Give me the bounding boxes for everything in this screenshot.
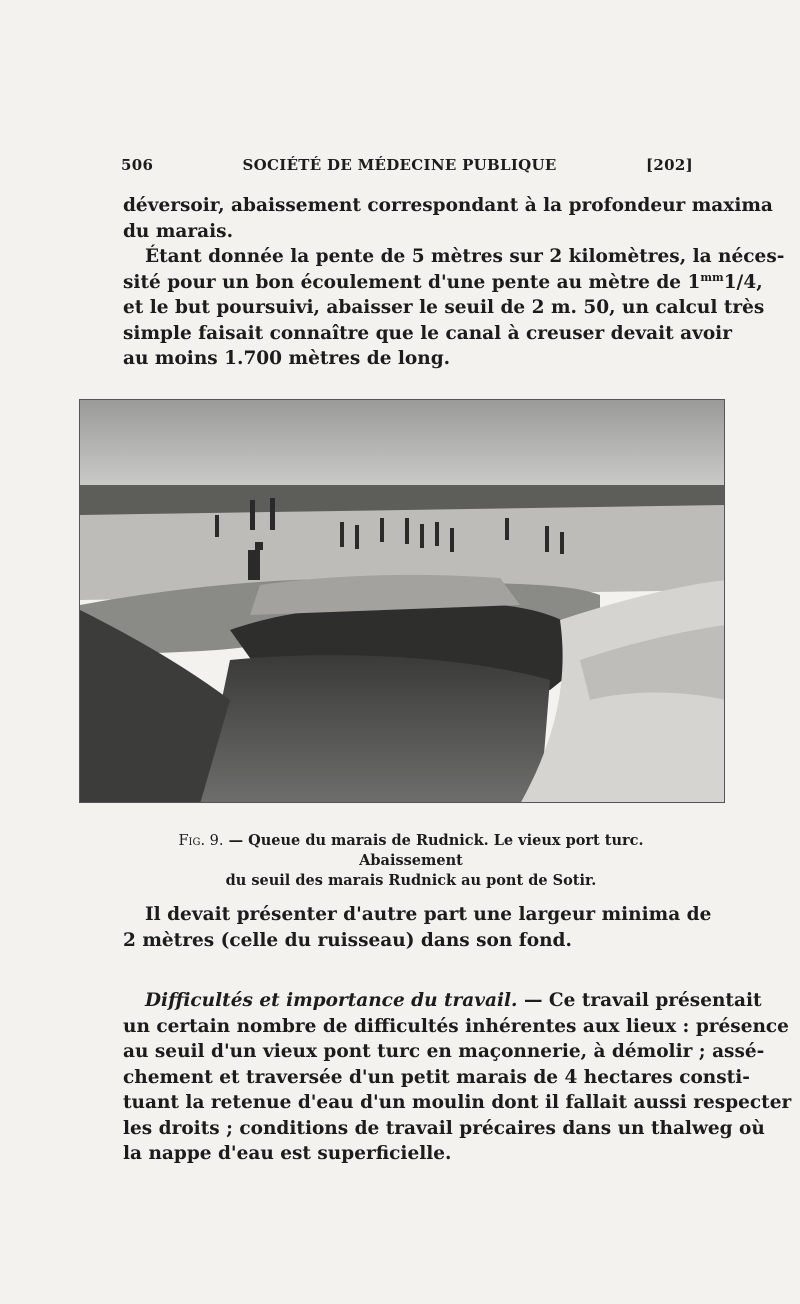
page-number: 506 xyxy=(121,156,154,174)
text-line: déversoir, abaissement correspondant à la profondeur maxima xyxy=(123,195,773,216)
paragraph-2 xyxy=(123,244,785,372)
text-line: simple faisait connaître que le canal à creuser devait avoir xyxy=(123,322,732,344)
caption-text: du seuil des marais Rudnick au pont de Sotir. xyxy=(225,872,597,889)
text-line: chement et traversée d'un petit marais de 4 hectares consti- xyxy=(123,1066,750,1088)
text-line: la nappe d'eau est superficielle. xyxy=(123,1143,452,1164)
caption-text: — Queue du marais de Rudnick. Le vieux port turc. Abaissement xyxy=(223,832,644,869)
text-line: et le but poursuivi, abaisser le seuil de 2 m. 50, un calcul très xyxy=(123,297,765,318)
figure-photograph xyxy=(79,399,725,803)
photo-illustration xyxy=(80,400,725,803)
text-line: 2 mètres (celle du ruisseau) dans son fond. xyxy=(123,929,572,951)
text-line: un certain nombre de difficultés inhérentes aux lieux : présence xyxy=(123,1015,789,1037)
section-number: [202] xyxy=(645,156,693,174)
text-line: Il devait présenter d'autre part une largeur minima de xyxy=(145,904,712,925)
text-fragment: sité pour un bon écoulement d'une pente au mètre de 1 xyxy=(123,271,701,293)
superscript-unit: mm xyxy=(700,270,724,284)
running-header xyxy=(121,156,693,174)
text-line: les droits ; conditions de travail précaires dans un thalweg où xyxy=(123,1117,765,1139)
paragraph-3 xyxy=(123,902,712,953)
text-line xyxy=(123,988,762,1014)
figure-label: Fig. 9. xyxy=(178,833,224,849)
text-line: tuant la retenue d'eau d'un moulin dont il fallait aussi respecter xyxy=(123,1092,792,1113)
text-line: du marais. xyxy=(123,220,234,242)
text-fragment: 1/4, xyxy=(723,271,763,293)
paragraph-1 xyxy=(123,193,773,244)
text-line xyxy=(123,270,763,296)
figure-caption xyxy=(130,831,692,891)
text-line: Étant donnée la pente de 5 mètres sur 2 kilomètres, la néces- xyxy=(145,246,785,267)
paragraph-4 xyxy=(123,988,792,1167)
text-line: au seuil d'un vieux pont turc en maçonnerie, à démolir ; assé- xyxy=(123,1041,765,1062)
section-heading: Difficultés et importance du travail. xyxy=(145,990,518,1011)
running-title: SOCIÉTÉ DE MÉDECINE PUBLIQUE xyxy=(242,156,557,174)
text-line: au moins 1.700 mètres de long. xyxy=(123,348,451,369)
text-fragment: — Ce travail présentait xyxy=(517,990,762,1011)
